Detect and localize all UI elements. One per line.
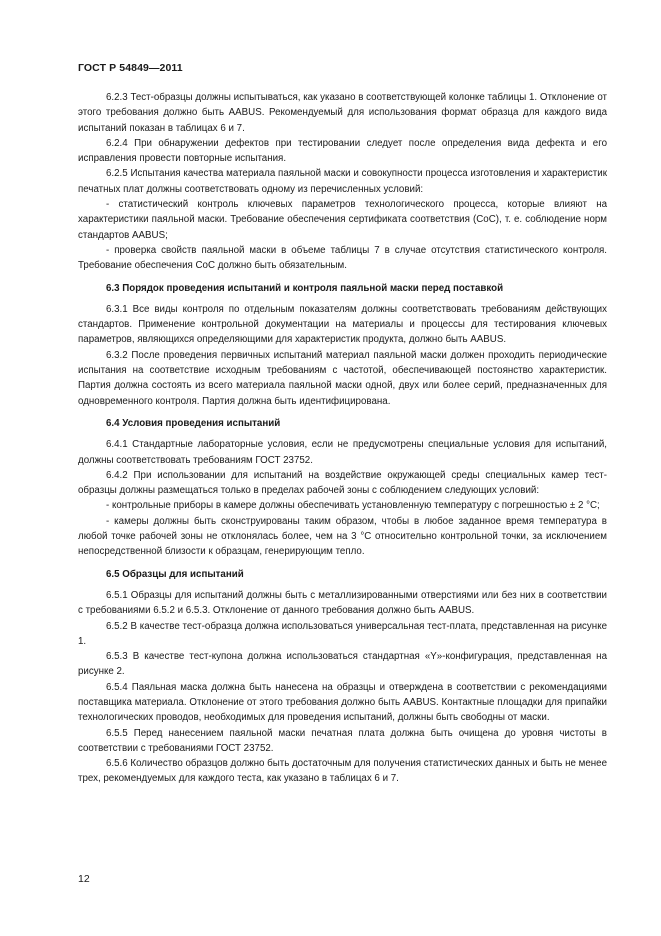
paragraph: - статистический контроль ключевых параметров технологического процесса, которые влияют на характеристики паяльной маски. Требование обеспечения сертификата соответствия (CoC), т. е. соблюдение норм стандартов AABUS; (78, 199, 607, 241)
paragraph: 6.5.2 В качестве тест-образца должна использоваться универсальная тест-плата, представленная на рисунке 1. (78, 620, 607, 647)
paragraph: - камеры должны быть сконструированы таким образом, чтобы в любое заданное время температура в любой точке рабочей зоны не отклонялась более, чем на 3 °С относительно контрольной точки, за исключением непосредственной близости к образцам, генерирующим тепло. (78, 515, 607, 558)
paragraph: 6.5.3 В качестве тест-купона должна использоваться стандартная «Y»-конфигурация, представленная на рисунке 2. (78, 651, 607, 678)
paragraph: 6.2.5 Испытания качества материала паяльной маски и совокупности процесса изготовления и характеристик печатных плат должны соответствовать одному из перечисленных условий: (78, 168, 607, 195)
paragraph: 6.3.1 Все виды контроля по отдельным показателям должны соответствовать требованиям действующих стандартов. Применение контрольной документации на материалы и процессы для тестирования ключевых параметров, являющихся определяющими для характеристик продукта, должно быть AABUS. (78, 303, 607, 346)
section-heading: 6.5 Образцы для испытаний (106, 568, 244, 580)
paragraph: 6.5.6 Количество образцов должно быть достаточным для получения статистических данных и быть не менее трех, рекомендуемых для каждого теста, как указано в таблицах 6 и 7. (78, 758, 607, 785)
paragraph: 6.4.2 При использовании для испытаний на воздействие окружающей среды специальных камер тест-образцы должны размещаться только в пределах рабочей зоны с соблюдением следующих условий: (78, 469, 607, 497)
paragraph: 6.4.1 Стандартные лабораторные условия, если не предусмотрены специальные условия для испытаний, должны соответствовать требованиям ГОСТ 23752. (78, 439, 607, 466)
document-body (78, 90, 607, 787)
section-heading: 6.4 Условия проведения испытаний (106, 417, 281, 429)
paragraph: 6.5.5 Перед нанесением паяльной маски печатная плата должна быть очищена до уровня чистоты в соответствии с требованиями ГОСТ 23752. (78, 727, 607, 754)
paragraph: - проверка свойств паяльной маски в объеме таблицы 7 в случае отсутствия статистического контроля. Требование обеспечения CoC должно быть обязательным. (78, 244, 607, 272)
paragraph: 6.5.4 Паяльная маска должна быть нанесена на образцы и отверждена в соответствии с рекомендациями поставщика материала. Отклонение от этого требования должно быть AABUS. Контактные площадки для припайки технологических проводов, необходимых для проведения испытаний, должны быть свободны от маски. (78, 681, 607, 724)
paragraph: 6.5.1 Образцы для испытаний должны быть с металлизированными отверстиями или без них в соответствии с требованиями 6.5.2 и 6.5.3. Отклонение от данного требования должно быть AABUS. (78, 589, 607, 617)
paragraph: 6.3.2 После проведения первичных испытаний материал паяльной маски должен проходить периодические испытания на соответствие исходным требованиям с частотой, обеспечивающей постоянство характеристик. Партия должна состоять из всего материала паяльной маски одной, двух или более серий, предназначенных для одновременного контроля. Партия должна быть идентифицирована. (78, 349, 607, 407)
page-number: 12 (78, 873, 90, 885)
paragraph: - контрольные приборы в камере должны обеспечивать установленную температуру с погрешностью ± 2 °С; (106, 500, 600, 512)
paragraph: 6.2.3 Тест-образцы должны испытываться, как указано в соответствующей колонке таблицы 1. Отклонение от этого требования должно быть AABUS. Рекомендуемый для использования формат образца для каждого вида испытаний показан в таблицах 6 и 7. (78, 92, 607, 134)
document-header: ГОСТ Р 54849—2011 (78, 62, 183, 74)
paragraph: 6.2.4 При обнаружении дефектов при тестировании следует после определения вида дефекта и его исправления провести повторные испытания. (78, 137, 607, 165)
section-heading: 6.3 Порядок проведения испытаний и контроля паяльной маски перед поставкой (106, 282, 504, 294)
